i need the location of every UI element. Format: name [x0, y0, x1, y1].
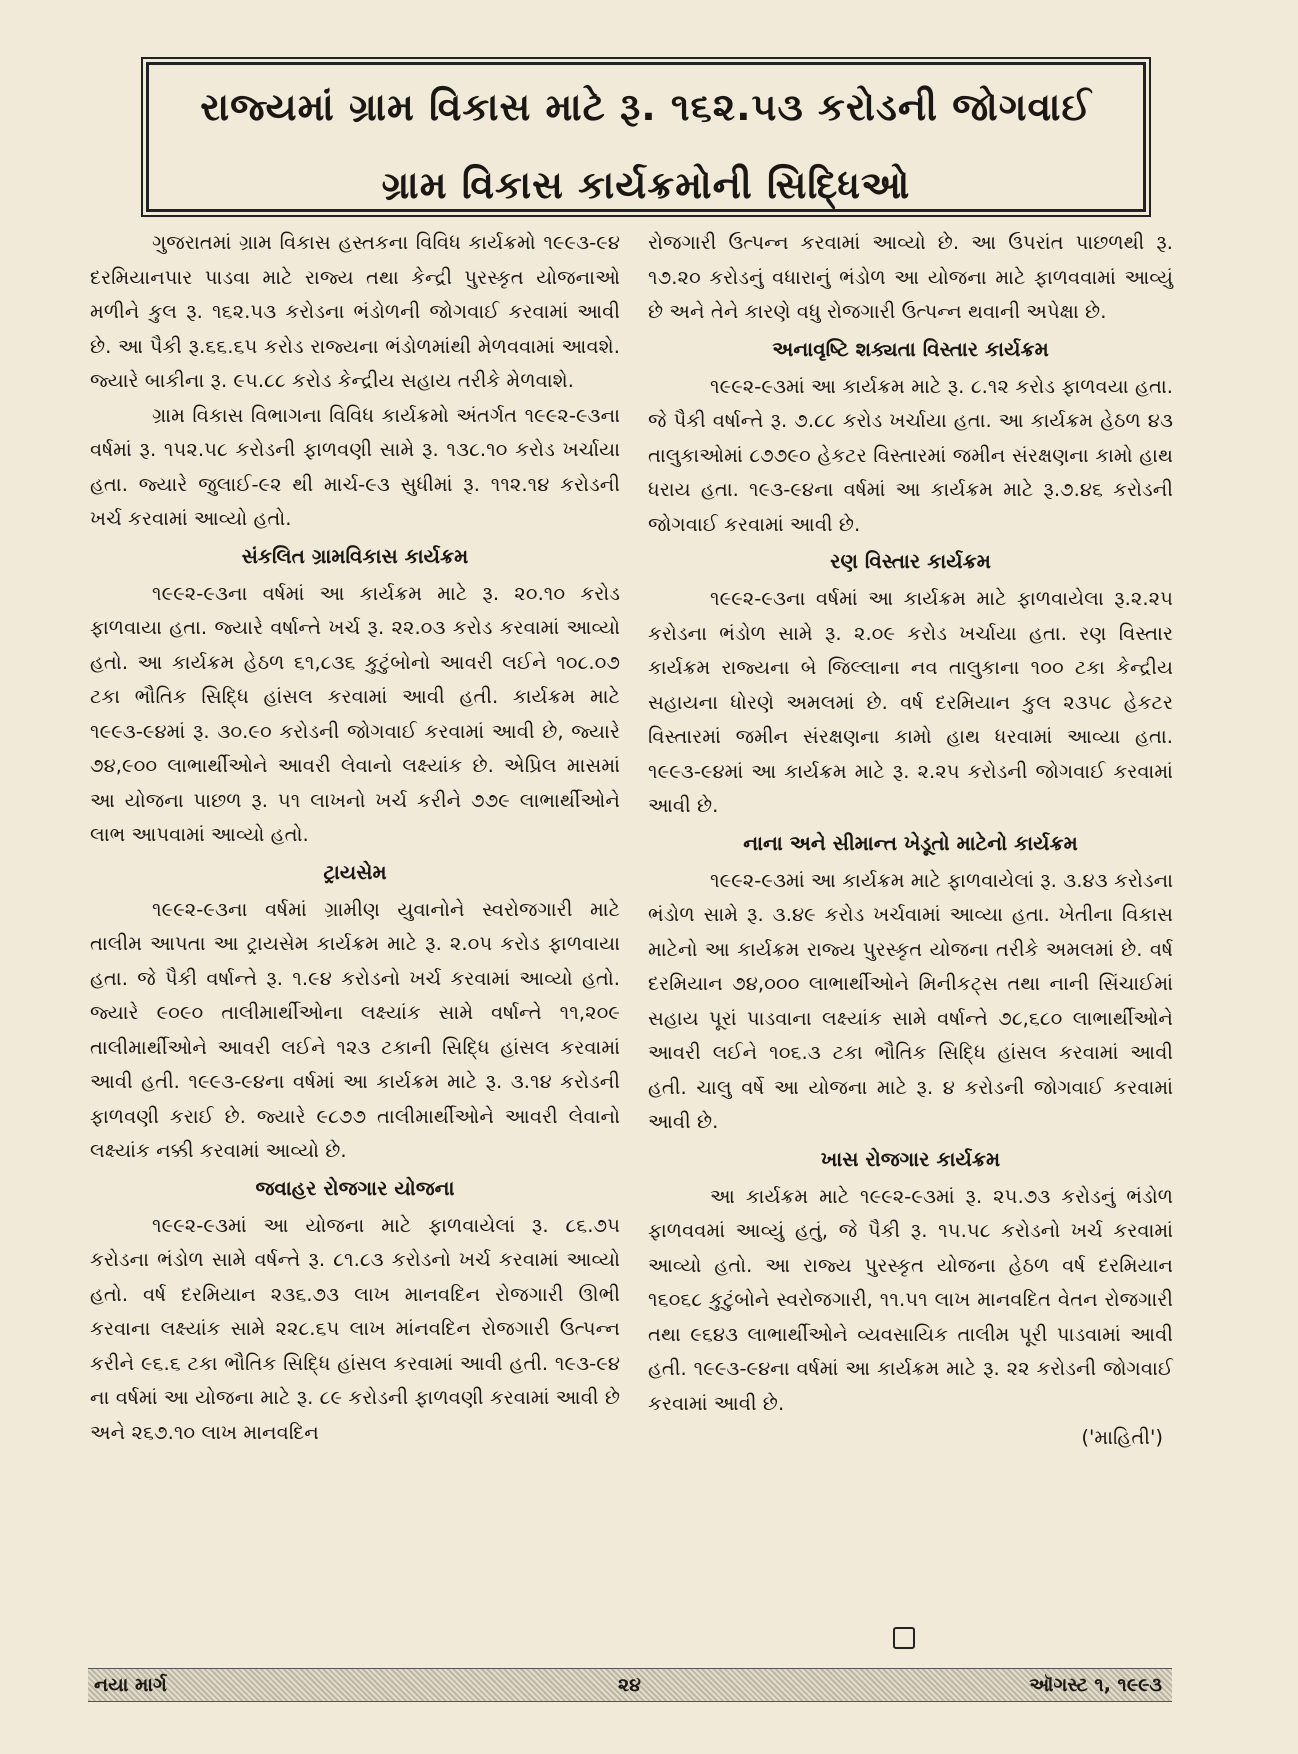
magazine-name: નયા માર્ગ [94, 1674, 167, 1696]
source-credit: ('માહિતી') [1081, 1426, 1163, 1449]
paragraph: રોજગારી ઉત્પન્ન કરવામાં આવ્યો છે. આ ઉપરાંત પાછળથી રૂ. ૧૭.૨૦ કરોડનું વધારાનું ભંડોળ આ યોજના માટે ફાળવવામાં આવ્યું છે અને તેને કારણે વધુ રોજગારી ઉત્પન્ન થવાની અપેક્ષા છે. [648, 231, 1173, 323]
end-mark-icon [893, 1627, 915, 1649]
right-column [648, 226, 1173, 1456]
page-number: ૨૪ [618, 1674, 641, 1696]
section-heading: ખાસ રોજગાર કાર્યક્રમ [820, 1146, 1001, 1171]
issue-date: ઑગસ્ટ ૧, ૧૯૯૩ [1029, 1674, 1162, 1696]
headline: રાજ્યમાં ગ્રામ વિકાસ માટે રૂ. ૧૬૨.૫૩ કરોડની જોગવાઈ [200, 85, 1092, 129]
section-heading: જવાહર રોજગાર યોજના [255, 1175, 455, 1200]
paragraph: ૧૯૯૨-૯૩ના વર્ષમાં આ કાર્યક્રમ માટે ફાળવાયેલા રૂ.૨.૨૫ કરોડના ભંડોળ સામે રૂ. ૨.૦૯ કરોડ ખર્ચાયા હતા. રણ વિસ્તાર કાર્યક્રમ રાજ્યના બે જિલ્લાના નવ તાલુકાના ૧૦૦ ટકા કેન્દ્રીય સહાયના ધોરણે અમલમાં છે. વર્ષ દરમિયાન કુલ ૨૩૫૮ હેકટર વિસ્તારમાં જમીન સંરક્ષણના કામો હાથ ધરવામાં આવ્યા હતા. ૧૯૯૩-૯૪માં આ કાર્યક્રમ માટે રૂ. ૨.૨૫ કરોડની જોગવાઈ કરવામાં આવી છે. [648, 587, 1173, 817]
section-heading: ટ્રાયસેમ [323, 859, 387, 884]
title-box [146, 62, 1146, 212]
paragraph: ૧૯૯૨-૯૩માં આ કાર્યક્રમ માટે રૂ. ૮.૧૨ કરોડ ફાળવયા હતા. જે પૈકી વર્ષાન્તે રૂ. ૭.૮૮ કરોડ ખર્ચાયા હતા. આ કાર્યક્રમ હેઠળ ૪૩ તાલુકાઓમાં ૮૭૭૯૦ હેકટર વિસ્તારમાં જમીન સંરક્ષણના કામો હાથ ધરાય હતા. ૧૯૩-૯૪ના વર્ષમાં આ કાર્યક્રમ માટે રૂ.૭.૪૬ કરોડની જોગવાઈ કરવામાં આવી છે. [648, 374, 1173, 536]
section-heading: નાના અને સીમાન્ત ખેડૂતો માટેનો કાર્યક્રમ [743, 830, 1078, 855]
paragraph: ગ્રામ વિકાસ વિભાગના વિવિધ કાર્યક્રમો અંતર્ગત ૧૯૯૨-૯૩ના વર્ષમાં રૂ. ૧૫૨.૫૮ કરોડની ફાળવણી સામે રૂ. ૧૩૮.૧૦ કરોડ ખર્ચાયા હતા. જ્યારે જુલાઈ-૯૨ થી માર્ચ-૯૩ સુધીમાં રૂ. ૧૧૨.૧૪ કરોડની ખર્ચ કરવામાં આવ્યો હતો. [90, 403, 620, 530]
paragraph: ૧૯૯૨-૯૩માં આ યોજના માટે ફાળવાયેલાં રૂ. ૮૬.૭૫ કરોડના ભંડોળ સામે વર્ષન્તે રૂ. ૮૧.૮૩ કરોડનો ખર્ચ કરવામાં આવ્યો હતો. વર્ષ દરમિયાન ૨૩૬.૭૩ લાખ માનવદિન રોજગારી ઊભી કરવાના લક્ષ્યાંક સામે ૨૨૮.૬૫ લાખ માંનવદિન રોજગારી ઉત્પન્ન કરીને ૯૬.૬ ટકા ભૌતિક સિદ્ધિ હાંસલ કરવામાં આવી હતી. ૧૯૩-૯૪ ના વર્ષમાં આ યોજના માટે રૂ. ૮૯ કરોડની ફાળવણી કરવામાં આવી છે અને ૨૬૭.૧૦ લાખ માનવદિન [90, 1213, 620, 1444]
paragraph: ગુજરાતમાં ગ્રામ વિકાસ હસ્તકના વિવિધ કાર્યક્રમો ૧૯૯૩-૯૪ દરમિયાનપાર પાડવા માટે રાજ્ય તથા કેન્દ્રી પુરસ્કૃત યોજનાઓ મળીને કુલ રૂ. ૧૬૨.૫૩ કરોડના ભંડોળની જોગવાઈ કરવામાં આવી છે. આ પૈકી રૂ.૬૬.૬૫ કરોડ રાજ્યના ભંડોળમાંથી મેળવવામાં આવશે. જ્યારે બાકીના રૂ. ૯૫.૮૮ કરોડ કેન્દ્રીય સહાય તરીકે મેળવાશે. [90, 231, 620, 392]
section-heading: સંકલિત ગ્રામવિકાસ કાર્યક્રમ [241, 543, 469, 568]
section-heading: રણ વિસ્તાર કાર્યક્રમ [830, 549, 991, 573]
paragraph: ૧૯૯૨-૯૩ના વર્ષમાં આ કાર્યક્રમ માટે રૂ. ૨૦.૧૦ કરોડ ફાળવાયા હતા. જ્યારે વર્ષાન્તે ખર્ચ રૂ. ૨૨.૦૩ કરોડ કરવામાં આવ્યો હતો. આ કાર્યક્રમ હેઠળ ૬૧,૮૩૬ કુટુંબોનો આવરી લઈને ૧૦૮.૦૭ ટકા ભૌતિક સિદ્ધિ હાંસલ કરવામાં આવી હતી. કાર્યક્રમ માટે ૧૯૯૩-૯૪માં રૂ. ૩૦.૯૦ કરોડની જોગવાઈ કરવામાં આવી છે, જ્યારે ૭૪,૯૦૦ લાભાર્થીઓને આવરી લેવાનો લક્ષ્યાંક છે. એપ્રિલ માસમાં આ યોજના પાછળ રૂ. ૫૧ લાખનો ખર્ચ કરીને ૭૭૯ લાભાર્થીઓને લાભ આપવામાં આવ્યો હતો. [90, 581, 620, 846]
subheadline: ગ્રામ વિકાસ કાર્યક્રમોની સિદ્ધિઓ [381, 163, 911, 207]
section-heading: અનાવૃષ્ટિ શક્યતા વિસ્તાર કાર્યક્રમ [772, 336, 1049, 361]
paragraph: ૧૯૯૨-૯૩માં આ કાર્યક્રમ માટે ફાળવાયેલાં રૂ. ૩.૪૩ કરોડના ભંડોળ સામે રૂ. ૩.૪૯ કરોડ ખર્ચવામાં આવ્યા હતા. ખેતીના વિકાસ માટેનો આ કાર્યક્રમ રાજ્ય પુરસ્કૃત યોજના તરીકે અમલમાં છે. વર્ષ દરમિયાન ૭૪,૦૦૦ લાભાર્થીઓને મિનીકટ્સ તથા નાની સિંચાઈમાં સહાય પૂરાં પાડવાના લક્ષ્યાંક સામે વર્ષાન્તે ૭૮,૬૮૦ લાભાર્થીઓને આવરી લઈને ૧૦૬.૩ ટકા ભૌતિક સિદ્ધિ હાંસલ કરવામાં આવી હતી. ચાલુ વર્ષે આ યોજના માટે રૂ. ૪ કરોડની જોગવાઈ કરવામાં આવી છે. [648, 868, 1173, 1133]
left-column [90, 226, 620, 1450]
page-footer [88, 1668, 1172, 1702]
paragraph: ૧૯૯૨-૯૩ના વર્ષમાં ગ્રામીણ યુવાનોને સ્વરોજગારી માટે તાલીમ આપતા આ ટ્રાયસેમ કાર્યક્રમ માટે રૂ. ૨.૦૫ કરોડ ફાળવાયા હતા. જે પૈકી વર્ષાન્તે રૂ. ૧.૯૪ કરોડનો ખર્ચ કરવામાં આવ્યો હતો. જ્યારે ૯૦૯૦ તાલીમાર્થીઓના લક્ષ્યાંક સામે વર્ષાન્તે ૧૧,૨૦૯ તાલીમાર્થીઓને આવરી લઈને ૧૨૩ ટકાની સિદ્ધિ હાંસલ કરવામાં આવી હતી. ૧૯૯૩-૯૪ના વર્ષમાં આ કાર્યક્રમ માટે રૂ. ૩.૧૪ કરોડની ફાળવણી કરાઈ છે. જ્યારે ૯૮૭૭ તાલીમાર્થીઓને આવરી લેવાનો લક્ષ્યાંક નક્કી કરવામાં આવ્યો છે. [90, 897, 620, 1162]
paragraph: આ કાર્યક્રમ માટે ૧૯૯૨-૯૩માં રૂ. ૨૫.૭૩ કરોડનું ભંડોળ ફાળવવમાં આવ્યું હતું, જે પૈકી રૂ. ૧૫.૫૮ કરોડનો ખર્ચ કરવામાં આવ્યો હતો. આ રાજ્ય પુરસ્કૃત યોજના હેઠળ વર્ષ દરમિયાન ૧૬૦૬૮ કુટુંબોને સ્વરોજગારી, ૧૧.૫૧ લાખ માનવદિત વેતન રોજગારી તથા ૯૬૪૩ લાભાર્થીઓને વ્યવસાયિક તાલીમ પૂરી પાડવામાં આવી હતી. ૧૯૯૩-૯૪ના વર્ષમાં આ કાર્યક્રમ માટે રૂ. ૨૨ કરોડની જોગવાઈ કરવામાં આવી છે. [648, 1184, 1173, 1415]
